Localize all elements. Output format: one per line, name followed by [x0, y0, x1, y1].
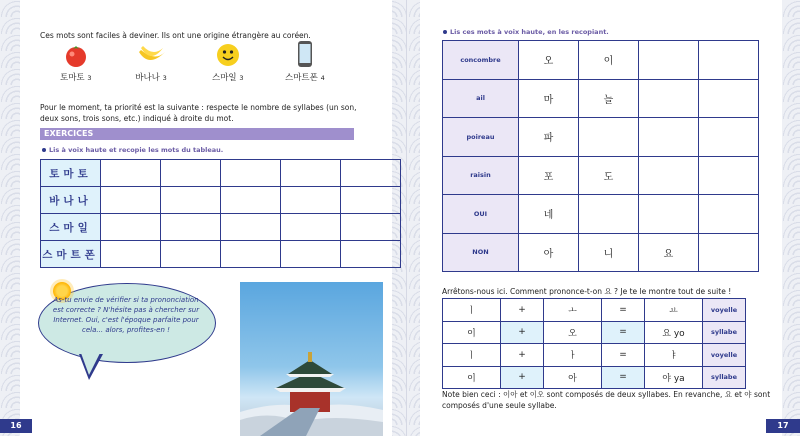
hangul-cell: 도 [579, 156, 639, 195]
right-instruction: Lis ces mots à voix haute, en les recopiant. [443, 28, 609, 36]
table-row [41, 160, 401, 187]
smartphone-icon [295, 40, 315, 68]
table-row [443, 156, 759, 195]
hangul-cell: 아 [519, 233, 579, 272]
hangul-cell [699, 233, 759, 272]
hangul-cell [639, 41, 699, 80]
table-row [443, 118, 759, 157]
hangul-cell: 네 [519, 195, 579, 234]
word-cell: 스마트폰 [41, 241, 101, 268]
word-cell: 스마일 [41, 214, 101, 241]
table-row [443, 79, 759, 118]
type-label: voyelle [703, 299, 746, 322]
type-label: voyelle [703, 344, 746, 367]
plus-sign: + [501, 299, 544, 322]
formula-part: ㅣ [443, 344, 501, 367]
note-text: Note bien ceci : 이아 et 이오 sont composés de deux syllabes. En revanche, 요 et 야 sont composés d'une seule syllabe. [442, 390, 771, 410]
copy-cell[interactable] [101, 160, 161, 187]
syllable-count: 3 [162, 74, 167, 82]
french-word: NON [443, 233, 519, 272]
copy-cell[interactable] [161, 214, 221, 241]
copy-cell[interactable] [101, 214, 161, 241]
hangul-cell [699, 156, 759, 195]
hangul-cell [699, 118, 759, 157]
table-row [443, 299, 746, 322]
formula-result: ㅛ [645, 299, 703, 322]
hangul-cell [699, 41, 759, 80]
word-cell: 토마토 [41, 160, 101, 187]
intro-text: Ces mots sont faciles à deviner. Ils ont une origine étrangère au coréen. [40, 31, 311, 40]
french-word: concombre [443, 41, 519, 80]
stop-text: Arrêtons-nous ici. Comment prononce-t-on 요 ? Je te le montre tout de suite ! [442, 287, 732, 296]
french-word: OUI [443, 195, 519, 234]
table-row [443, 233, 759, 272]
formula-part: ㅏ [544, 344, 602, 367]
formula-part: 오 [544, 321, 602, 344]
plus-sign: + [501, 321, 544, 344]
copy-cell[interactable] [101, 241, 161, 268]
section-header: EXERCICES [40, 128, 354, 140]
hangul-cell: 이 [579, 41, 639, 80]
word-label: 바나나 [135, 73, 160, 83]
equals-sign: = [602, 344, 645, 367]
copy-cell[interactable] [221, 241, 281, 268]
hangul-cell: 마 [519, 79, 579, 118]
copy-cell[interactable] [281, 214, 341, 241]
equals-sign: = [602, 321, 645, 344]
table-row [443, 366, 746, 389]
hangul-cell: 오 [519, 41, 579, 80]
french-word: poireau [443, 118, 519, 157]
hangul-cell [579, 118, 639, 157]
page-number-left: 16 [0, 419, 32, 433]
syllable-count: 4 [320, 74, 325, 82]
word-label: 토마토 [60, 73, 85, 83]
spine-divider [406, 0, 407, 436]
french-word: ail [443, 79, 519, 118]
word-tomato [60, 42, 91, 83]
plus-sign: + [501, 366, 544, 389]
table-row [41, 187, 401, 214]
priority-text: Pour le moment, ta priorité est la suivante : respecte le nombre de syllabes (un son, deux sons, trois sons, etc.) indiqué à droite du mot. [40, 103, 357, 123]
syllable-count: 3 [239, 74, 244, 82]
type-label: syllabe [703, 366, 746, 389]
copy-cell[interactable] [161, 187, 221, 214]
hangul-cell [699, 195, 759, 234]
copy-cell[interactable] [341, 214, 401, 241]
hangul-cell: 니 [579, 233, 639, 272]
copy-cell[interactable] [101, 187, 161, 214]
pagoda-photo [240, 282, 383, 436]
hangul-cell: 파 [519, 118, 579, 157]
copy-cell[interactable] [281, 160, 341, 187]
hangul-cell [699, 79, 759, 118]
word-label: 스마일 [212, 73, 237, 83]
formula-part: ㅣ [443, 299, 501, 322]
copy-cell[interactable] [281, 187, 341, 214]
copy-cell[interactable] [341, 187, 401, 214]
copy-cell[interactable] [221, 187, 281, 214]
hangul-cell [639, 195, 699, 234]
formula-part: 아 [544, 366, 602, 389]
hangul-cell [639, 79, 699, 118]
formula-result: ㅑ [645, 344, 703, 367]
plus-sign: + [501, 344, 544, 367]
equals-sign: = [602, 366, 645, 389]
formula-part: 이 [443, 366, 501, 389]
word-label: 스마트폰 [285, 73, 318, 83]
hangul-cell [579, 195, 639, 234]
copy-cell[interactable] [161, 241, 221, 268]
word-smile [212, 42, 243, 83]
table-row [41, 214, 401, 241]
formula-result: 요 yo [645, 321, 703, 344]
copy-cell[interactable] [221, 160, 281, 187]
word-smartphone [285, 40, 325, 83]
word-bananas [135, 42, 167, 83]
pagoda-illustration [240, 282, 383, 436]
bananas-icon [135, 42, 167, 68]
hangul-cell [639, 118, 699, 157]
hangul-cell [639, 156, 699, 195]
formula-table [442, 298, 746, 389]
syllable-count: 3 [87, 74, 92, 82]
hangul-cell: 요 [639, 233, 699, 272]
table-row [41, 241, 401, 268]
table-row [443, 195, 759, 234]
table-row [443, 321, 746, 344]
word-cell: 바나나 [41, 187, 101, 214]
bubble-text: As-tu envie de vérifier si ta prononciation est correcte ? N'hésite pas à chercher sur Internet. Oui, c'est l'époque parfaite pour cela... alors, profites-en ! [52, 296, 200, 334]
copy-cell[interactable] [281, 241, 341, 268]
equals-sign: = [602, 299, 645, 322]
copy-cell[interactable] [161, 160, 221, 187]
copy-cell[interactable] [341, 241, 401, 268]
left-instruction: Lis à voix haute et recopie les mots du tableau. [42, 146, 223, 154]
table-row [443, 344, 746, 367]
vocab-table [442, 40, 759, 272]
formula-result: 야 ya [645, 366, 703, 389]
type-label: syllabe [703, 321, 746, 344]
formula-part: ㅗ [544, 299, 602, 322]
copy-cell[interactable] [221, 214, 281, 241]
hangul-cell: 늘 [579, 79, 639, 118]
french-word: raisin [443, 156, 519, 195]
copy-cell[interactable] [341, 160, 401, 187]
page-number-right: 17 [766, 419, 800, 433]
copy-table [40, 159, 401, 268]
formula-part: 이 [443, 321, 501, 344]
bubble-tail [79, 354, 103, 380]
table-row [443, 41, 759, 80]
tomato-icon [63, 42, 89, 68]
smiley-icon [215, 42, 241, 68]
hangul-cell: 포 [519, 156, 579, 195]
